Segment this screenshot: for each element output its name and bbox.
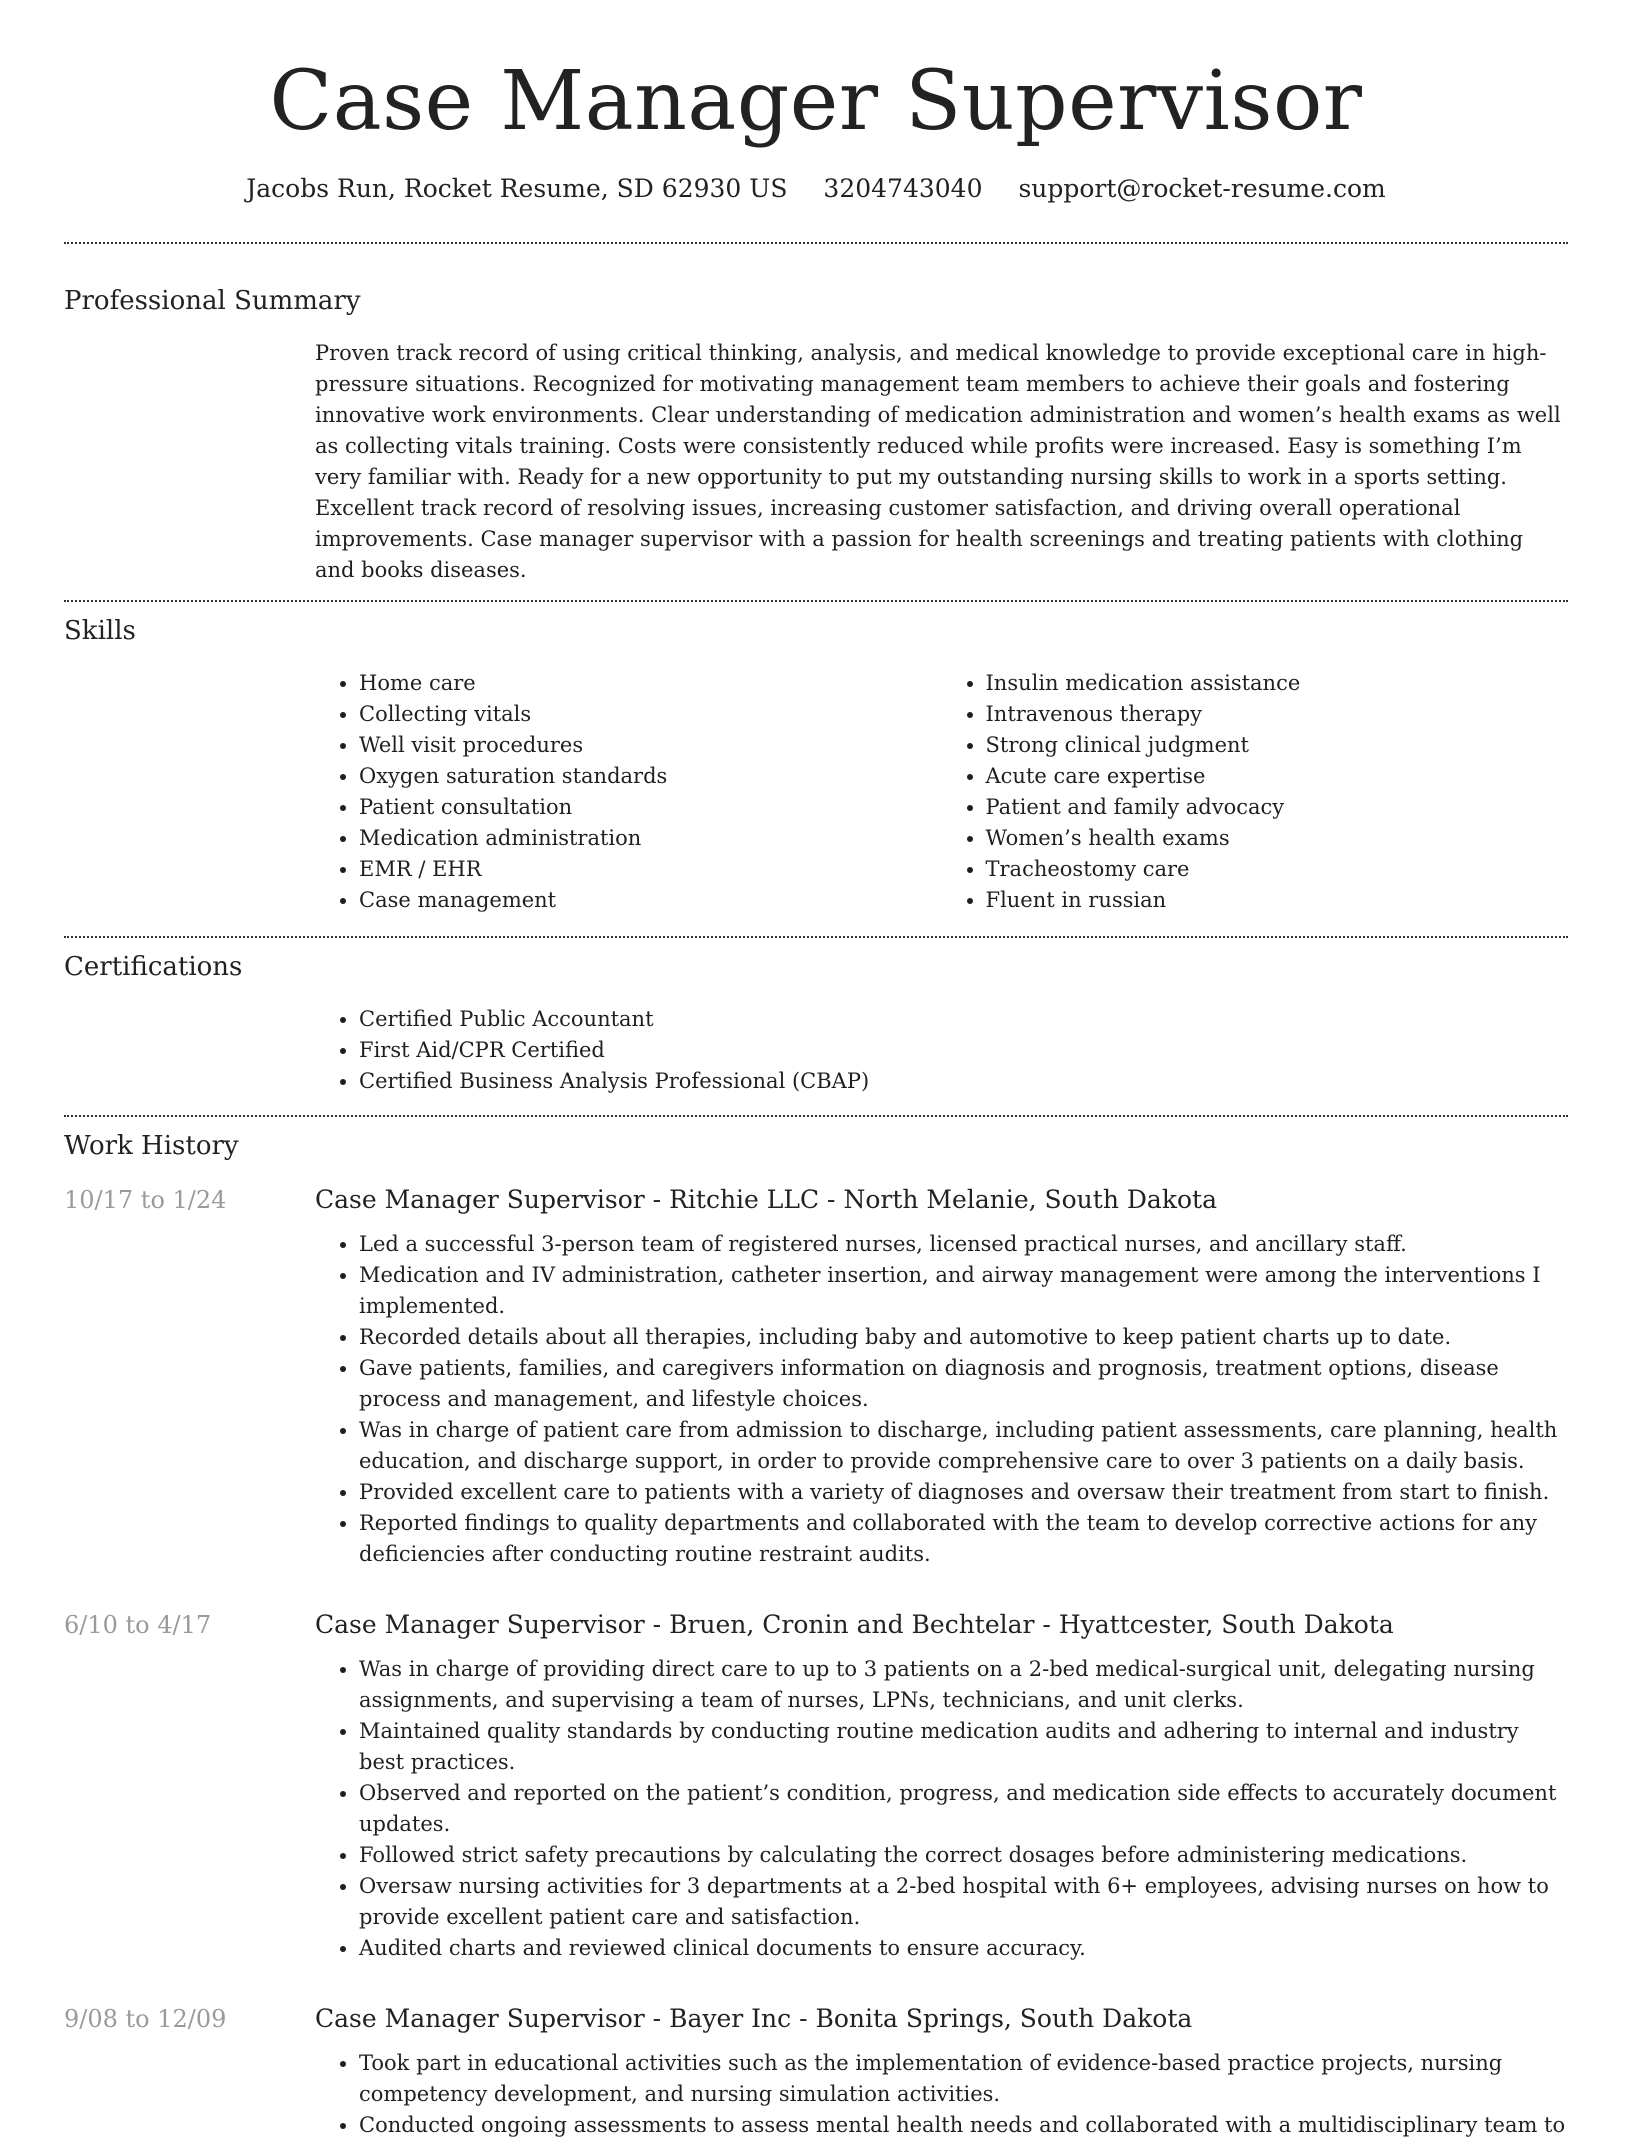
job-title: Case Manager Supervisor - Bayer Inc - Bonita Springs, South Dakota: [315, 2004, 1193, 2033]
job-bullet: • Maintained quality standards by conducting routine medication audits and adhering to internal and industry best practices.: [359, 1716, 1568, 1778]
job-bullet: • Followed strict safety precautions by calculating the correct dosages before administering medications.: [359, 1840, 1568, 1871]
skill-item: • Acute care expertise: [986, 761, 1569, 792]
skill-item: • Patient and family advocacy: [986, 792, 1569, 823]
resume-header: [64, 0, 1568, 206]
job-entry: [64, 2002, 1568, 2141]
summary-section: [64, 244, 1568, 586]
certifications-list: [315, 1004, 1568, 1097]
skills-list-left: [315, 668, 942, 916]
skill-item: • Medication administration: [359, 823, 942, 854]
work-history-section: [64, 1117, 1568, 2141]
section-title-certifications: Certifications: [64, 952, 243, 982]
job-bullet: • Oversaw nursing activities for 3 departments at a 2-bed hospital with 6+ employees, advising nurses on how to provide excellent patient care and satisfaction.: [359, 1871, 1568, 1933]
contact-phone: 3204743040: [823, 174, 983, 203]
job-bullet: • Observed and reported on the patient’s condition, progress, and medication side effects to accurately document updates.: [359, 1778, 1568, 1840]
job-bullet: • Audited charts and reviewed clinical documents to ensure accuracy.: [359, 1933, 1568, 1964]
section-title-work-history: Work History: [64, 1131, 239, 1161]
certification-item: • First Aid/CPR Certified: [359, 1035, 1568, 1066]
skill-item: • EMR / EHR: [359, 854, 942, 885]
skill-item: • Case management: [359, 885, 942, 916]
job-date: 9/08 to 12/09: [64, 2005, 227, 2033]
skill-item: • Collecting vitals: [359, 699, 942, 730]
job-entry: [64, 1608, 1568, 1964]
certifications-content: [315, 1004, 1568, 1097]
skill-item: • Insulin medication assistance: [986, 668, 1569, 699]
job-bullet: • Recorded details about all therapies, including baby and automotive to keep patient charts up to date.: [359, 1322, 1568, 1353]
skill-item: • Women’s health exams: [986, 823, 1569, 854]
resume-page: [64, 0, 1568, 2141]
contact-address: Jacobs Run, Rocket Resume, SD 62930 US: [246, 174, 788, 203]
job-bullet: • Was in charge of patient care from admission to discharge, including patient assessments, care planning, health education, and discharge support, in order to provide comprehensive care to over 3 patients on a daily basis.: [359, 1415, 1568, 1477]
certifications-section: [64, 938, 1568, 1097]
job-bullet: • Provided excellent care to patients with a variety of diagnoses and oversaw their treatment from start to finish.: [359, 1477, 1568, 1508]
contact-line: [64, 172, 1568, 206]
certification-item: • Certified Business Analysis Professional (CBAP): [359, 1066, 1568, 1097]
skills-section: [64, 602, 1568, 916]
summary-text: Proven track record of using critical thinking, analysis, and medical knowledge to provide exceptional care in high-pressure situations. Recognized for motivating management team members to achieve their goals and fostering innovative work environments. Clear understanding of medication administration and women’s health exams as well as collecting vitals training. Costs were consistently reduced while profits were increased. Easy is something I’m very familiar with. Ready for a new opportunity to put my outstanding nursing skills to work in a sports setting. Excellent track record of resolving issues, increasing customer satisfaction, and driving overall operational improvements. Case manager supervisor with a passion for health screenings and treating patients with clothing and books diseases.: [315, 341, 1561, 582]
jobs-container: [64, 1183, 1568, 2141]
skills-list-right: [942, 668, 1569, 916]
skills-columns: [315, 668, 1568, 916]
summary-content: [315, 338, 1568, 586]
job-bullets: [315, 1654, 1568, 1964]
job-title: Case Manager Supervisor - Ritchie LLC - North Melanie, South Dakota: [315, 1185, 1217, 1214]
job-bullet: • Conducted ongoing assessments to assess mental health needs and collaborated with a multidisciplinary team to: [359, 2110, 1568, 2141]
job-bullet: • Medication and IV administration, catheter insertion, and airway management were among the interventions I implemented.: [359, 1260, 1568, 1322]
section-title-summary: Professional Summary: [64, 286, 361, 316]
job-date: 10/17 to 1/24: [64, 1186, 227, 1214]
job-bullet: • Took part in educational activities such as the implementation of evidence-based practice projects, nursing competency development, and nursing simulation activities.: [359, 2048, 1568, 2110]
skill-item: • Well visit procedures: [359, 730, 942, 761]
job-bullet: • Reported findings to quality departments and collaborated with the team to develop corrective actions for any deficiencies after conducting routine restraint audits.: [359, 1508, 1568, 1570]
job-entry: [64, 1183, 1568, 1570]
skill-item: • Oxygen saturation standards: [359, 761, 942, 792]
job-bullet: • Gave patients, families, and caregivers information on diagnosis and prognosis, treatment options, disease process and management, and lifestyle choices.: [359, 1353, 1568, 1415]
job-date: 6/10 to 4/17: [64, 1611, 212, 1639]
job-bullets: [315, 1229, 1568, 1570]
job-bullet: • Led a successful 3-person team of registered nurses, licensed practical nurses, and ancillary staff.: [359, 1229, 1568, 1260]
contact-email: support@rocket-resume.com: [1018, 174, 1386, 203]
job-bullets: [315, 2048, 1568, 2141]
candidate-name: Case Manager Supervisor: [269, 54, 1363, 149]
skill-item: • Patient consultation: [359, 792, 942, 823]
skill-item: • Intravenous therapy: [986, 699, 1569, 730]
skill-item: • Home care: [359, 668, 942, 699]
job-bullet: • Was in charge of providing direct care to up to 3 patients on a 2-bed medical-surgical unit, delegating nursing assignments, and supervising a team of nurses, LPNs, technicians, and unit clerks.: [359, 1654, 1568, 1716]
job-title: Case Manager Supervisor - Bruen, Cronin and Bechtelar - Hyattcester, South Dakota: [315, 1610, 1394, 1639]
skill-item: • Fluent in russian: [986, 885, 1569, 916]
skill-item: • Tracheostomy care: [986, 854, 1569, 885]
section-title-skills: Skills: [64, 616, 136, 646]
certification-item: • Certified Public Accountant: [359, 1004, 1568, 1035]
skill-item: • Strong clinical judgment: [986, 730, 1569, 761]
